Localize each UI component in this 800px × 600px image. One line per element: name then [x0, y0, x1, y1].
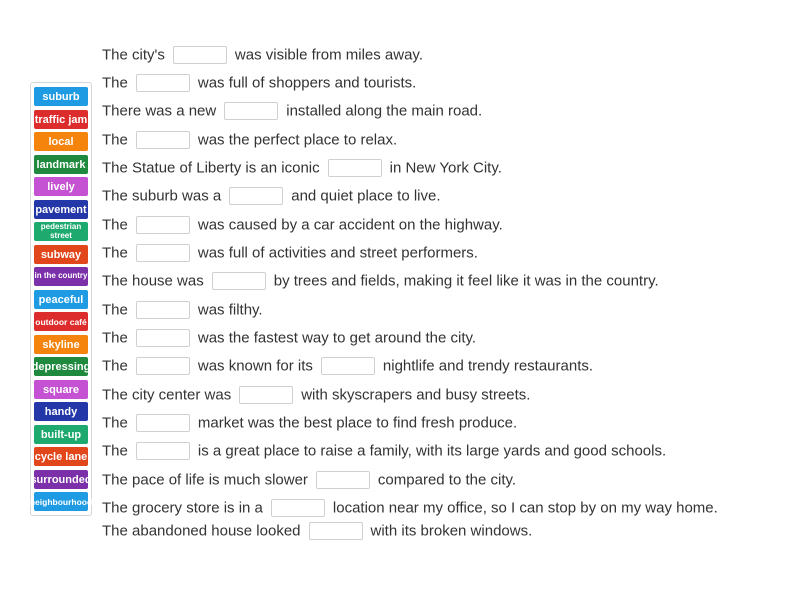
word-tile[interactable]: surrounded — [34, 470, 88, 489]
word-tile[interactable]: traffic jam — [34, 110, 88, 129]
word-tile[interactable]: in the country — [34, 267, 88, 286]
sentence-text: The — [102, 301, 128, 319]
sentence-text: The house was — [102, 272, 204, 290]
sentence-text: location near my office, so I can stop by on my way home. — [332, 499, 718, 517]
word-tile[interactable]: suburb — [34, 87, 88, 106]
sentence-text: nightlife and trendy restaurants. — [382, 357, 594, 375]
sentence-text: was full of activities and street performers. — [197, 244, 478, 262]
sentence-row — [102, 414, 517, 432]
answer-blank[interactable] — [136, 301, 190, 319]
word-tile[interactable]: cycle lane — [34, 447, 88, 466]
sentence-text: in New York City. — [389, 159, 502, 177]
sentence-text: The pace of life is much slower — [102, 471, 308, 489]
sentence-text: market was the best place to find fresh produce. — [197, 414, 518, 432]
sentence-text: and quiet place to live. — [291, 187, 441, 205]
word-tile[interactable]: handy — [34, 402, 88, 421]
answer-blank[interactable] — [136, 244, 190, 262]
answer-blank[interactable] — [316, 471, 370, 489]
word-tile[interactable]: peaceful — [34, 290, 88, 309]
answer-blank[interactable] — [136, 131, 190, 149]
sentence-row — [102, 216, 503, 234]
word-tile[interactable]: neighbourhood — [34, 492, 88, 511]
sentence-row — [102, 471, 516, 489]
word-tile[interactable]: pedestrian street — [34, 222, 88, 241]
answer-blank[interactable] — [271, 499, 325, 517]
sentence-text: by trees and fields, making it feel like it was in the country. — [273, 272, 659, 290]
sentence-row — [102, 131, 397, 149]
word-tile[interactable]: landmark — [34, 155, 88, 174]
sentence-row — [102, 301, 263, 319]
sentence-row — [102, 499, 718, 517]
sentence-row — [102, 329, 476, 347]
word-tile[interactable]: square — [34, 380, 88, 399]
answer-blank[interactable] — [136, 414, 190, 432]
sentence-row — [102, 442, 666, 460]
word-tile[interactable]: depressing — [34, 357, 88, 376]
sentence-text: compared to the city. — [377, 471, 517, 489]
sentence-text: The — [102, 442, 128, 460]
sentence-row — [102, 244, 478, 262]
sentence-text: The — [102, 329, 128, 347]
answer-blank[interactable] — [173, 46, 227, 64]
word-tile[interactable]: lively — [34, 177, 88, 196]
sentence-text: The — [102, 131, 128, 149]
word-tile[interactable]: subway — [34, 245, 88, 264]
answer-blank[interactable] — [136, 357, 190, 375]
word-tile[interactable]: built-up — [34, 425, 88, 444]
sentence-row — [102, 357, 593, 375]
sentence-text: was full of shoppers and tourists. — [197, 74, 417, 92]
sentence-row — [102, 386, 530, 404]
sentence-row — [102, 159, 502, 177]
answer-blank[interactable] — [239, 386, 293, 404]
sentence-text: was caused by a car accident on the highway. — [197, 216, 503, 234]
word-tile[interactable]: pavement — [34, 200, 88, 219]
sentence-text: The abandoned house looked — [102, 522, 301, 540]
word-tile[interactable]: local — [34, 132, 88, 151]
answer-blank[interactable] — [328, 159, 382, 177]
sentence-text: The suburb was a — [102, 187, 222, 205]
sentence-row — [102, 522, 532, 540]
sentence-text: The — [102, 216, 128, 234]
answer-blank[interactable] — [309, 522, 363, 540]
sentence-text: The grocery store is in a — [102, 499, 263, 517]
sentence-text: is a great place to raise a family, with its large yards and good schools. — [197, 442, 667, 460]
sentence-text: The — [102, 244, 128, 262]
answer-blank[interactable] — [229, 187, 283, 205]
answer-blank[interactable] — [321, 357, 375, 375]
word-tile[interactable]: skyline — [34, 335, 88, 354]
sentence-row — [102, 187, 441, 205]
sentence-row — [102, 46, 423, 64]
sentence-row — [102, 272, 659, 290]
answer-blank[interactable] — [224, 102, 278, 120]
answer-blank[interactable] — [136, 329, 190, 347]
sentence-text: with skyscrapers and busy streets. — [301, 386, 531, 404]
sentence-row — [102, 102, 482, 120]
sentence-text: was the perfect place to relax. — [197, 131, 398, 149]
sentence-text: The — [102, 74, 128, 92]
sentence-text: was the fastest way to get around the city. — [197, 329, 477, 347]
answer-blank[interactable] — [136, 216, 190, 234]
sentence-text: The Statue of Liberty is an iconic — [102, 159, 320, 177]
answer-blank[interactable] — [136, 74, 190, 92]
answer-blank[interactable] — [136, 442, 190, 460]
sentence-text: The — [102, 414, 128, 432]
sentence-text: There was a new — [102, 102, 217, 120]
sentence-row — [102, 74, 416, 92]
sentence-text: was known for its — [197, 357, 313, 375]
sentence-text: The city center was — [102, 386, 232, 404]
sentence-text: was filthy. — [197, 301, 263, 319]
word-bank — [30, 82, 92, 516]
sentence-text: with its broken windows. — [370, 522, 533, 540]
sentence-text: was visible from miles away. — [234, 46, 423, 64]
sentence-text: The — [102, 357, 128, 375]
answer-blank[interactable] — [212, 272, 266, 290]
sentence-text: The city's — [102, 46, 165, 64]
sentence-text: installed along the main road. — [286, 102, 483, 120]
word-tile[interactable]: outdoor café — [34, 312, 88, 331]
